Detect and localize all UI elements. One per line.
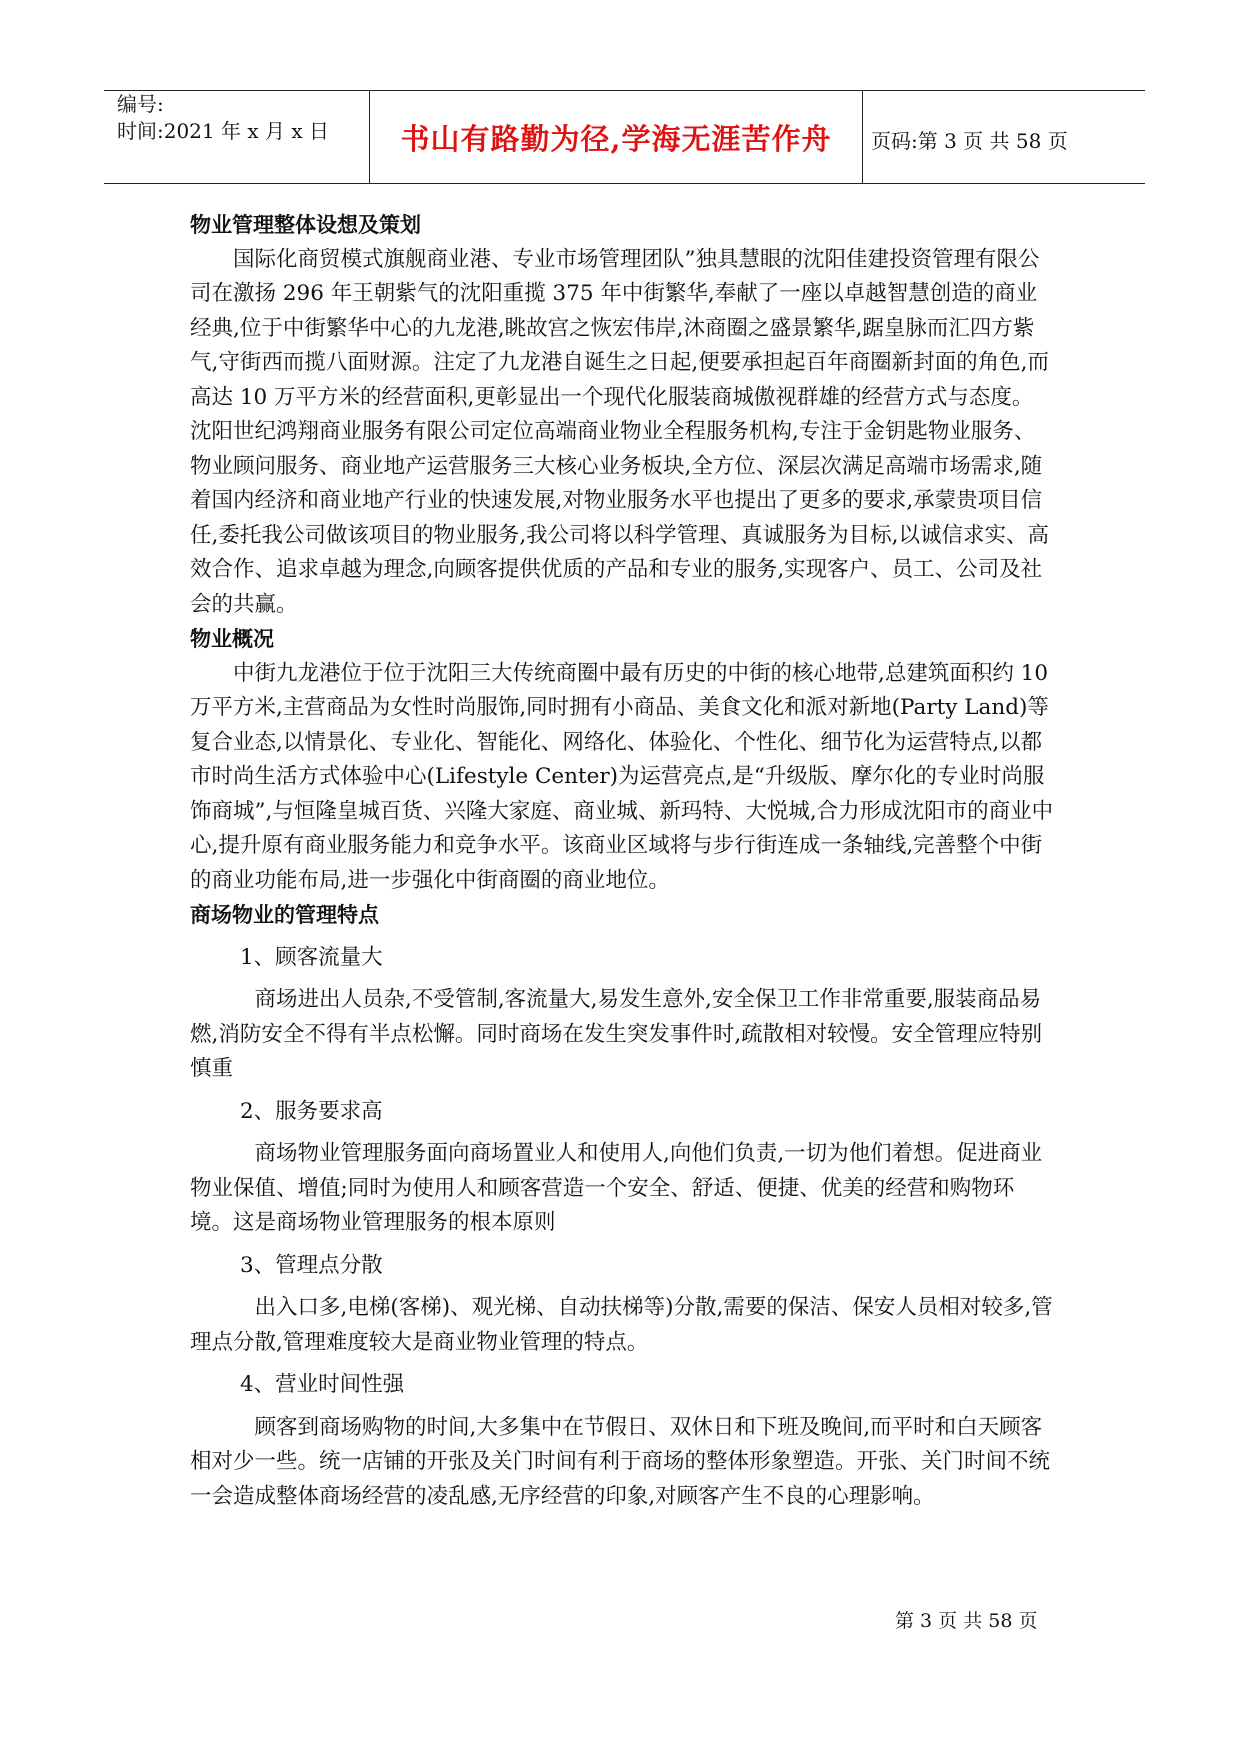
feature-item-text: 出入口多,电梯(客梯)、观光梯、自动扶梯等)分散,需要的保洁、保安人员相对较多,管理点分散,管理难度较大是商业物业管理的特点。	[190, 1295, 1053, 1355]
feature-item-title: 1、顾客流量大	[240, 944, 383, 970]
footer-page-number: 第 3 页 共 58 页	[895, 1610, 1038, 1632]
header-bottom-rule	[104, 183, 1145, 184]
paragraph-property-overview: 中街九龙港位于位于沈阳三大传统商圈中最有历史的中街的核心地带,总建筑面积约 10 万平方米,主营商品为女性时尚服饰,同时拥有小商品、美食文化和派对新地(Party Land)等复合业态,以情景化、专业化、智能化、网络化、体验化、个性化、细节化为运营特点,以都市时尚生活方式体验中心(Lifestyle Center)为运营亮点,是“升级版、摩尔化的专业时尚服饰商城”,与恒隆皇城百货、兴隆大家庭、商业城、新玛特、大悦城,合力形成沈阳市的商业中心,提升原有商业服务能力和竞争水平。该商业区域将与步行街连成一条轴线,完善整个中街的商业功能布局,进一步强化中街商圈的商业地位。	[190, 660, 1054, 893]
feature-item-title: 3、管理点分散	[240, 1252, 383, 1278]
header-meta	[117, 91, 329, 145]
section-title-overall-plan: 物业管理整体设想及策划	[190, 213, 421, 237]
feature-item-text: 顾客到商场购物的时间,大多集中在节假日、双休日和下班及晚间,而平时和白天顾客相对少一些。统一店铺的开张及关门时间有利于商场的整体形象塑造。开张、关门时间不统一会造成整体商场经营的凌乱感,无序经营的印象,对顾客产生不良的心理影响。	[190, 1414, 1051, 1509]
paragraph-intro: 国际化商贸模式旗舰商业港、专业市场管理团队”独具慧眼的沈阳佳建投资管理有限公司在激扬 296 年王朝紫气的沈阳重揽 375 年中街繁华,奉献了一座以卓越智慧创造的商业经典,位于中街繁华中心的九龙港,眺故宫之恢宏伟岸,沐商圈之盛景繁华,踞皇脉而汇四方紫气,守街西而揽八面财源。注定了九龙港自诞生之日起,便要承担起百年商圈新封面的角色,而高达 10 万平方米的经营面积,更彰显出一个现代化服装商城傲视群雄的经营方式与态度。	[190, 246, 1050, 410]
feature-item-title: 4、营业时间性强	[240, 1372, 405, 1397]
feature-item-text: 商场物业管理服务面向商场置业人和使用人,向他们负责,一切为他们着想。促进商业物业保值、增值;同时为使用人和顾客营造一个安全、舒适、便捷、优美的经营和购物环境。这是商场物业管理服务的根本原则	[190, 1141, 1043, 1235]
header-motto: 书山有路勤为径,学海无涯苦作舟	[400, 122, 832, 156]
document-number-label: 编号:	[117, 92, 164, 116]
header-divider-left	[369, 90, 370, 184]
document-body	[190, 208, 1056, 1514]
header-page-number: 页码:第 3 页 共 58 页	[871, 129, 1068, 153]
header-divider-right	[862, 90, 863, 184]
feature-item-text: 商场进出人员杂,不受管制,客流量大,易发生意外,安全保卫工作非常重要,服装商品易燃,消防安全不得有半点松懈。同时商场在发生突发事件时,疏散相对较慢。安全管理应特别慎重	[190, 987, 1043, 1081]
paragraph-company: 沈阳世纪鸿翔商业服务有限公司定位高端商业物业全程服务机构,专注于金钥匙物业服务、物业顾问服务、商业地产运营服务三大核心业务板块,全方位、深层次满足高端市场需求,随着国内经济和商业地产行业的快速发展,对物业服务水平也提出了更多的要求,承蒙贵项目信任,委托我公司做该项目的物业服务,我公司将以科学管理、真诚服务为目标,以诚信求实、高效合作、追求卓越为理念,向顾客提供优质的产品和专业的服务,实现客户、员工、公司及社会的共赢。	[190, 419, 1050, 617]
document-time-label: 时间:2021 年 x 月 x 日	[117, 119, 329, 143]
section-title-property-overview: 物业概况	[190, 627, 274, 651]
feature-item-title: 2、服务要求高	[240, 1098, 383, 1124]
section-title-management-features: 商场物业的管理特点	[190, 903, 379, 927]
